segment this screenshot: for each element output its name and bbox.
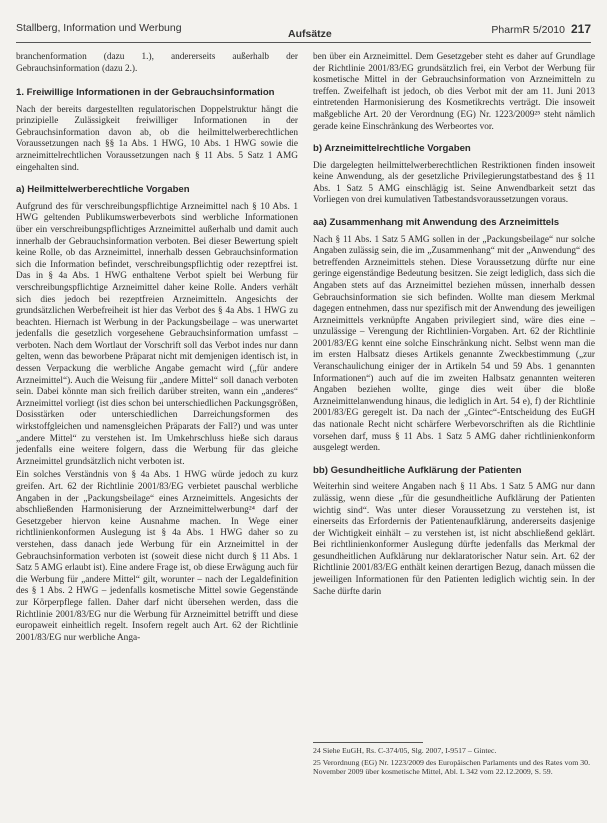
header-author-title: Stallberg, Information und Werbung — [16, 22, 182, 34]
header-journal — [491, 22, 591, 36]
header-rule — [16, 42, 591, 43]
right-column — [313, 52, 595, 600]
page-number: 217 — [570, 22, 591, 36]
footnote-rule — [313, 742, 423, 743]
footnotes — [313, 742, 595, 779]
footnote: 25 Verordnung (EG) Nr. 1223/2009 des Europäischen Parlaments und des Rates vom 30. November 2009 über kosmetische Mittel, Abl. L 342 vom 22.12.2009, S. 59. — [313, 757, 591, 777]
header-section: Aufsätze — [288, 28, 332, 40]
body-paragraph: Weiterhin sind weitere Angaben nach § 11 Abs. 1 Satz 5 AMG nur dann zulässig, wenn diese „für die gesundheitliche Aufklärung der Patienten wichtig sind“. Was unter dieser Voraussetzung zu verstehen ist, ist einerseits das Erfordernis der Patientenaufklärung, andererseits dasjenige der Wichtigkeit einhält – zu verstehen ist, ist nicht abschließend geklärt. Bei richtlinienkonformer Auslegung dürfte jedenfalls das Merkmal der gesundheitlichen Aufklärung nur deklaratorischer Natur sein. Art. 62 der Richtlinie 2001/83/EG enthält keinen derartigen Bezug, danach müssen die jeweiligen Informationen für den Patienten lediglich wichtig sein. In der Sache dürfte darin — [313, 482, 595, 597]
header-journal-name: PharmR 5/2010 — [491, 24, 565, 36]
section-heading: a) Heilmittelwerberechtliche Vorgaben — [16, 184, 190, 196]
body-paragraph: Aufgrund des für verschreibungspflichtige Arzneimittel nach § 10 Abs. 1 HWG geltenden Publikumswerbeverbots sind werbliche Informationen über ein verschreibungspflichtiges Arzneimittel außerhalb und damit auch innerhalb der Gebrauchsinformation verboten. Bei dieser Bewertung spielt keine Rolle, ob das Arzneimittel, innerhalb dessen Gebrauchsinformation sich die Information befindet, verschreibungspflichtig oder rezeptfrei ist. Das in § 4a Abs. 1 HWG enthaltene Verbot spielt bei Werbung für verschreibungspflichtige Arzneimittel daher keine Rolle. Anders verhält sich dies jedoch bei rezeptfreien Arzneimitteln. Angesichts der grundsätzlichen Werbefreiheit ist hier das Verbot des § 4a Abs. 1 HWG zu beachten. Hiernach ist Werbung in der Packungsbeilage – was unerwartet jedenfalls die gesetzlich vorgesehene Gebrauchsinformation umfasst – verboten. Nach dem Wortlaut der Vorschrift soll das Verbot indes nur dann gelten, wenn das beworbene Präparat nicht mit demjenigen identisch ist, in dessen Verpackung die werbliche Angabe gemacht wird („für andere Arzneimittel“). Auch die Weisung für „andere Mittel“ soll danach verboten sein. Dabei könnte man sich freilich darüber streiten, wann ein „anderes“ Arzneimittel vorliegt (ist dies schon bei unterschiedlichen Packungsgrößen, Dosisstärken oder unterschiedlichen Darreichungsformen des wirkstoffgleichen und namensgleichen Präparats der Fall?) und was unter „andere Mittel“ zu verstehen ist. Im Umkehrschluss hieße sich daraus jedenfalls eine weitere folgern, dass die Werbung für das gleiche Arzneimittel grundsätzlich nicht verboten ist. — [16, 201, 298, 467]
body-paragraph: branchenformation (dazu 1.), andererseits außerhalb der Gebrauchsinformation (dazu 2.). — [16, 52, 298, 74]
section-heading: bb) Gesundheitliche Aufklärung der Patienten — [313, 464, 522, 476]
body-paragraph: Ein solches Verständnis von § 4a Abs. 1 HWG würde jedoch zu kurz greifen. Art. 62 der Richtlinie 2001/83/EG verbietet pauschal werbliche Angaben in der „Packungsbeilage“ eines Arzneimittels. Angesichts der abschließenden Harmonisierung der Arzneimittelwerbung²⁴ darf der Gesetzgeber hiervon keine Ausnahme machen. In Wege einer richtlinienkonformen Auslegung ist § 4a Abs. 1 HWG daher so zu verstehen, dass danach jede Werbung für ein Arzneimittel in der Gebrauchsinformation verboten ist (soweit diese nicht durch § 11 Abs. 1 Satz 5 AMG erlaubt ist). Eine andere Frage ist, ob diese Erwägung auch für die Werbung für „andere Mittel“ gilt, worunter – nach der Legaldefinition des § 1 Abs. 2 HWG – jedenfalls kosmetische Mittel sowie Gegenstände zur Körperpflege fallen. Daher darf nicht übersehen werden, dass die Richtlinie 2001/83/EG nur die Werbung für Arzneimittel betrifft und diese europaweit einheitlich regelt. Insofern regelt auch Art. 62 der Richtlinie 2001/83/EG nur werbliche Anga- — [16, 470, 298, 643]
footnote: 24 Siehe EuGH, Rs. C-374/05, Slg. 2007, I-9517 – Gintec. — [313, 746, 497, 755]
body-paragraph: Nach § 11 Abs. 1 Satz 5 AMG sollen in der „Packungsbeilage“ nur solche Angaben zulässig sein, die im „Zusammenhang“ mit der „Anwendung“ des betreffenden Arzneimittels stehen. Diese Voraussetzung dürfte nur eine geringe eigenständige Bedeutung besitzen. Sie zeigt lediglich, dass sich die Angaben stets auf das Arzneimittel beziehen müssen, innerhalb dessen Gebrauchsinformation sie sich befinden. Wollte man diesem Merkmal dagegen entnehmen, dass nur spezifisch mit der Anwendung des jeweiligen Arzneimittels verknüpfte Angaben privilegiert sind, wäre dies eine – unzulässige – Verengung der Richtlinien-Vorgaben. Art. 62 der Richtlinie 2001/83/EG kennt eine solche Einschränkung nicht. Selbst wenn man die im ersten Halbsatz dieses Artikels genannte Zweckbestimmung („zur Veranschaulichung einiger der in Artikeln 54 und 59 Abs. 1 genannten Informationen“) auch auf die im zweiten Halbsatz genannten weiteren Angaben beziehen wollte, ginge dies weit über die bloße Arzneimittelanwendung hinaus, die lediglich in Art. 54 e), f) der Richtlinie 2001/83/EG geregelt ist. Da nach der „Gintec“-Entscheidung des EuGH das nationale Recht nicht schärfere Werbevorschriften als die Richtlinie vorsehen darf, muss § 11 Abs. 1 Satz 5 AMG daher richtlinienkonform ausgelegt werden. — [313, 234, 595, 454]
body-paragraph: Die dargelegten heilmittelwerberechtlichen Restriktionen finden insoweit keine Anwendung, als der gesetzliche Privilegierungstatbestand des § 11 Abs. 1 Satz 5 AMG einschlägig ist. Seine Anwendbarkeit setzt das Vorliegen von drei kumulativen Tatbestandsvoraussetzungen voraus. — [313, 160, 595, 206]
left-column — [16, 52, 298, 646]
running-header — [16, 22, 591, 40]
section-heading: 1. Freiwillige Informationen in der Gebrauchsinformation — [16, 87, 275, 99]
body-paragraph: ben über ein Arzneimittel. Dem Gesetzgeber steht es daher auf Grundlage der Richtlinie 2001/83/EG grundsätzlich frei, ein Verbot der Werbung für kosmetische Mittel in der Gebrauchsinformation von Arzneimitteln zu treffen. Zweifelhaft ist jedoch, ob dies Verbot mit der am 11. Juni 2013 eintretenden Harmonisierung des Kosmetikrechts verträgt. Die insoweit maßgebliche Art. 20 der Verordnung (EG) Nr. 1223/2009²⁵ steht nämlich gerade keine Einschränkung des Werbeortes vor. — [313, 52, 595, 132]
section-heading: aa) Zusammenhang mit Anwendung des Arzneimittels — [313, 217, 560, 229]
section-heading: b) Arzneimittelrechtliche Vorgaben — [313, 143, 471, 155]
body-paragraph: Nach der bereits dargestellten regulatorischen Doppelstruktur hängt die prinzipielle Zulässigkeit freiwilliger Informationen in der Gebrauchsinformation davon ab, ob die heilmittelwerberechtlichen Voraussetzungen nach §§ 1a Abs. 1 HWG, 10 Abs. 1 HWG sowie die arzneimittelrechtlichen Voraussetzungen nach § 11 Abs. 5 Satz 1 AMG eingehalten sind. — [16, 104, 298, 173]
